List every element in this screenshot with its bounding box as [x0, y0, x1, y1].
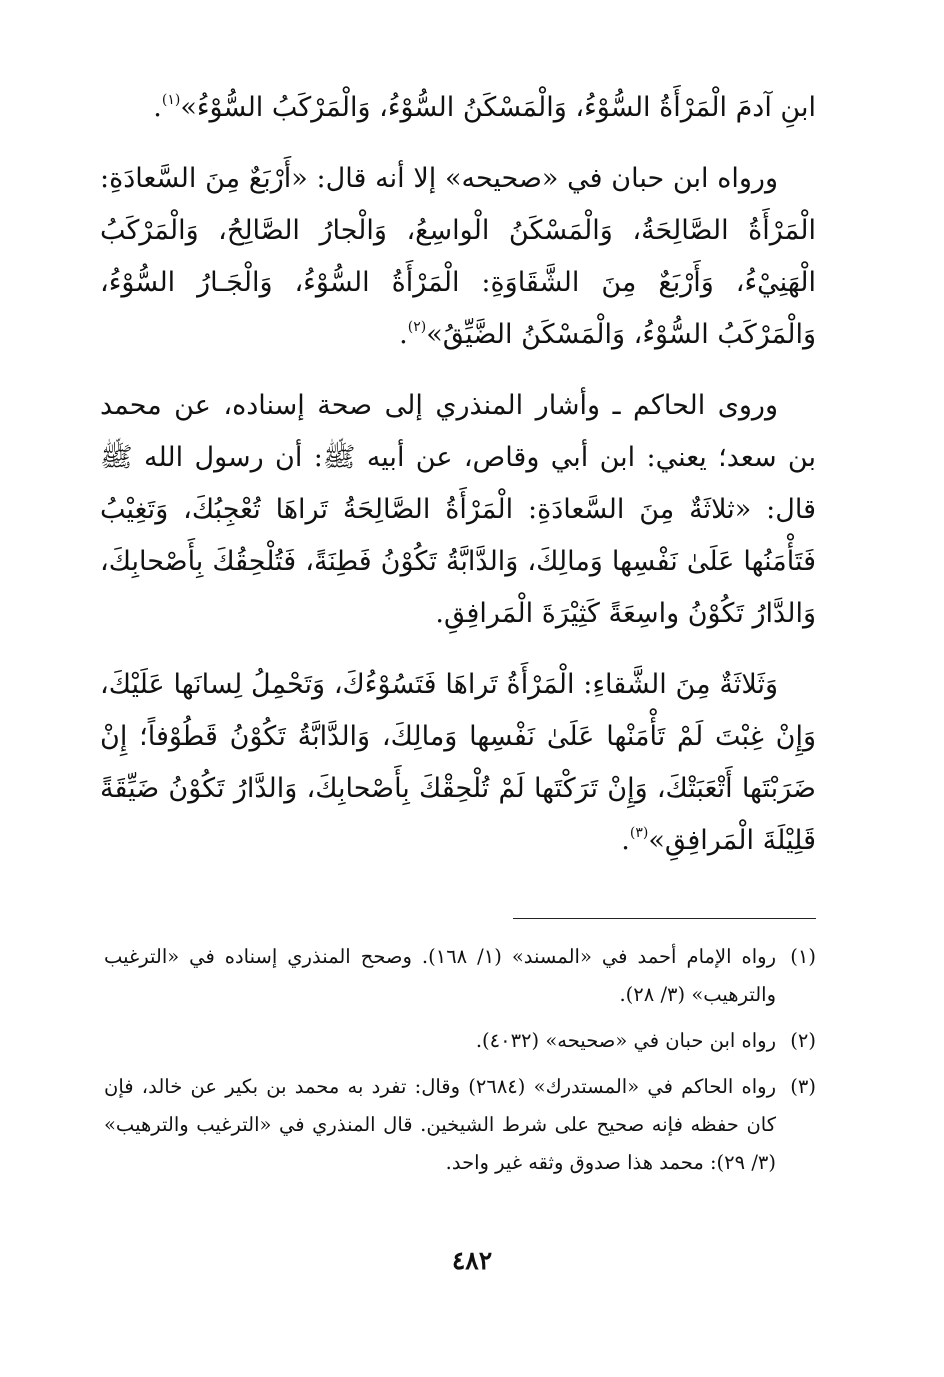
paragraph-2-end: .	[399, 319, 408, 350]
footnote-1	[104, 938, 816, 1014]
paragraph-3	[100, 380, 816, 640]
footnote-text: رواه ابن حبان في «صحيحه» (٤٠٣٢).	[475, 1029, 776, 1052]
footnote-text: رواه الإمام أحمد في «المسند» (١/ ١٦٨). وصحح المنذري إسناده في «الترغيب والترهيب» (٣/ ٢٨).	[104, 945, 776, 1006]
paragraph-1-end: .	[153, 92, 162, 123]
paragraph-2	[100, 153, 816, 361]
footnote-2	[104, 1022, 816, 1060]
paragraph-4	[100, 659, 816, 867]
footnote-ref-2[interactable]: (٢)	[407, 319, 427, 335]
paragraph-1	[100, 82, 816, 134]
footnotes	[104, 938, 816, 1190]
page-number: ٤٨٢	[451, 1246, 493, 1275]
paragraph-4-text: وَثَلاثَةٌ مِنَ الشَّقاءِ: الْمَرْأَةُ تَراهَا فَتَسُوْءُكَ، وَتَحْمِلُ لِسانَها عَلَيْكَ، وَإِنْ غِبْتَ لَمْ تَأْمَنْها عَلَىٰ نَفْسِها وَمالِكَ، وَالدَّابَّةُ تَكُوْنُ قَطُوْفاً؛ إِنْ ضَرَبْتَها أَتْعَبَتْكَ، وَإِنْ تَرَكْتَها لَمْ تُلْحِقْكَ بِأَصْحابِكَ، وَالدَّارُ تَكُوْنُ ضَيِّقَةً قَلِيْلَةَ الْمَرافِقِ»	[100, 669, 816, 856]
footnote-ref-1[interactable]: (١)	[161, 92, 181, 108]
footnote-number: (١)	[790, 945, 816, 968]
main-text	[100, 82, 816, 886]
paragraph-3-text: وروى الحاكم ـ وأشار المنذري إلى صحة إسناده، عن محمد بن سعد؛ يعني: ابن أبي وقاص، عن أبيه ﷺ: أن رسول الله ﷺ قال: «ثلاثَةٌ مِنَ السَّعادَةِ: الْمَرْأَةُ الصَّالِحَةُ تَراهَا تُعْجِبُكَ، وَتَغِيْبُ فَتَأْمَنُها عَلَىٰ نَفْسِها وَمالِكَ، وَالدَّابَّةُ تَكُوْنُ فَطِنَةً، فَتُلْحِقُكَ بِأَصْحابِكَ، وَالدَّارُ تَكُوْنُ واسِعَةً كَثِيْرَةَ الْمَرافِقِ.	[100, 390, 816, 629]
paragraph-4-end: .	[621, 825, 630, 856]
footnote-number: (٢)	[790, 1029, 816, 1052]
paragraph-2-text: ورواه ابن حبان في «صحيحه» إلا أنه قال: «أَرْبَعٌ مِنَ السَّعادَةِ: الْمَرْأَةُ الصَّالِحَةُ، وَالْمَسْكَنُ الْواسِعُ، وَالْجارُ الصَّالِحُ، وَالْمَرْكَبُ الْهَنِيْءُ، وَأَرْبَعٌ مِنَ الشَّقَاوَةِ: الْمَرْأَةُ السُّوْءُ، وَالْجَـارُ السُّوْءُ، وَالْمَرْكَبُ السُّوْءُ، وَالْمَسْكَنُ الضَّيِّقُ»	[100, 163, 816, 350]
footnote-number: (٣)	[790, 1075, 816, 1098]
paragraph-1-text: ابنِ آدمَ الْمَرْأَةُ السُّوْءُ، وَالْمَسْكَنُ السُّوْءُ، وَالْمَرْكَبُ السُّوْءُ»	[180, 92, 816, 123]
footnote-3	[104, 1068, 816, 1182]
footnote-separator	[513, 918, 816, 919]
footnote-ref-3[interactable]: (٣)	[629, 825, 649, 841]
footnote-text: رواه الحاكم في «المستدرك» (٢٦٨٤) وقال: تفرد به محمد بن بكير عن خالد، فإن كان حفظه فإنه صحيح على شرط الشيخين. قال المنذري في «الترغيب والترهيب» (٣/ ٢٩): محمد هذا صدوق وثقه غير واحد.	[104, 1075, 777, 1174]
